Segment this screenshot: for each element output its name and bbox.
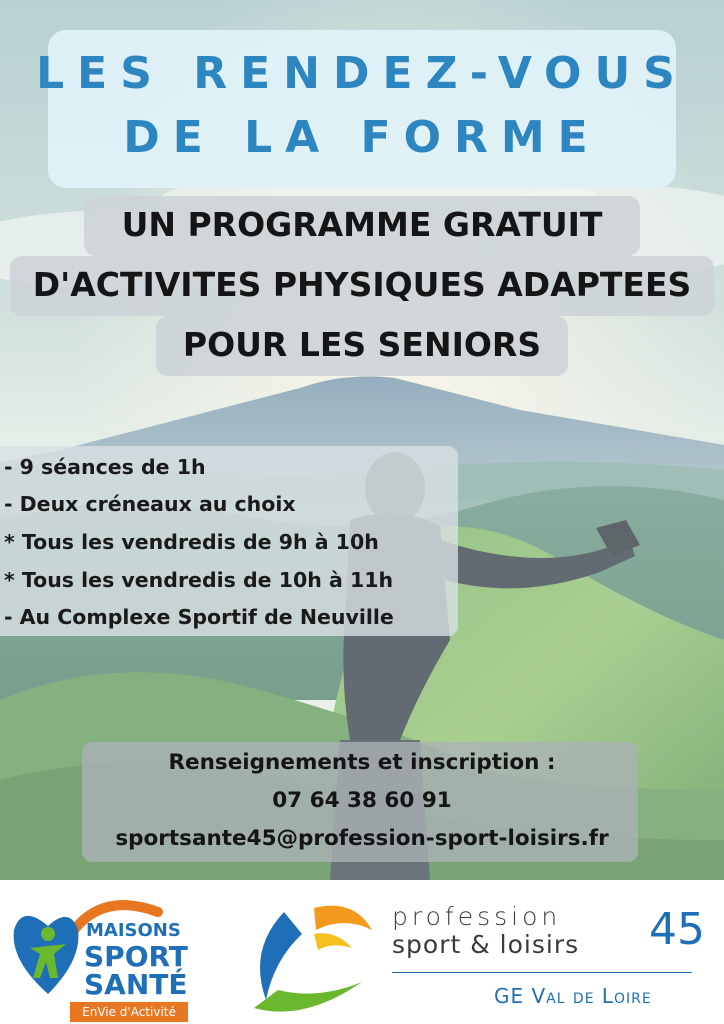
contact-heading: Renseignements et inscription : <box>168 750 556 775</box>
detail-slots: - Deux créneaux au choix <box>4 492 296 516</box>
maisons-sport-sante-logo <box>8 890 188 1019</box>
mss-line-1: MAISONS <box>86 920 181 941</box>
mss-line-3: SANTÉ <box>84 968 188 1001</box>
contact-email[interactable]: sportsante45@profession-sport-loisirs.fr <box>115 826 609 851</box>
psl-divider <box>392 972 692 973</box>
detail-sessions: - 9 séances de 1h <box>4 455 206 479</box>
subtitle-line-3: POUR LES SENIORS <box>182 325 542 364</box>
psl-subline: GE Val de Loire <box>494 984 652 1008</box>
title-line-2: DE LA FORME <box>123 112 601 163</box>
title-line-1: LES RENDEZ-VOUS <box>36 48 688 99</box>
psl-number: 45 <box>649 904 705 955</box>
subtitle-line-2: D'ACTIVITES PHYSIQUES ADAPTEES <box>32 265 692 304</box>
psl-swoosh-icon <box>244 890 384 1020</box>
detail-location: - Au Complexe Sportif de Neuville <box>4 605 394 629</box>
footer-logos <box>0 880 724 1024</box>
psl-line-2: sport & loisirs <box>392 930 580 959</box>
mss-tagline: EnVie d'Activité <box>70 1002 188 1022</box>
psl-line-1: profession <box>392 902 562 931</box>
profession-sport-loisirs-logo <box>244 890 704 1020</box>
subtitle-line-1: UN PROGRAMME GRATUIT <box>121 205 603 244</box>
detail-slot-1: * Tous les vendredis de 9h à 10h <box>4 530 379 554</box>
contact-phone[interactable]: 07 64 38 60 91 <box>272 788 452 813</box>
mss-line-2: SPORT <box>84 940 188 973</box>
detail-slot-2: * Tous les vendredis de 10h à 11h <box>4 568 394 592</box>
